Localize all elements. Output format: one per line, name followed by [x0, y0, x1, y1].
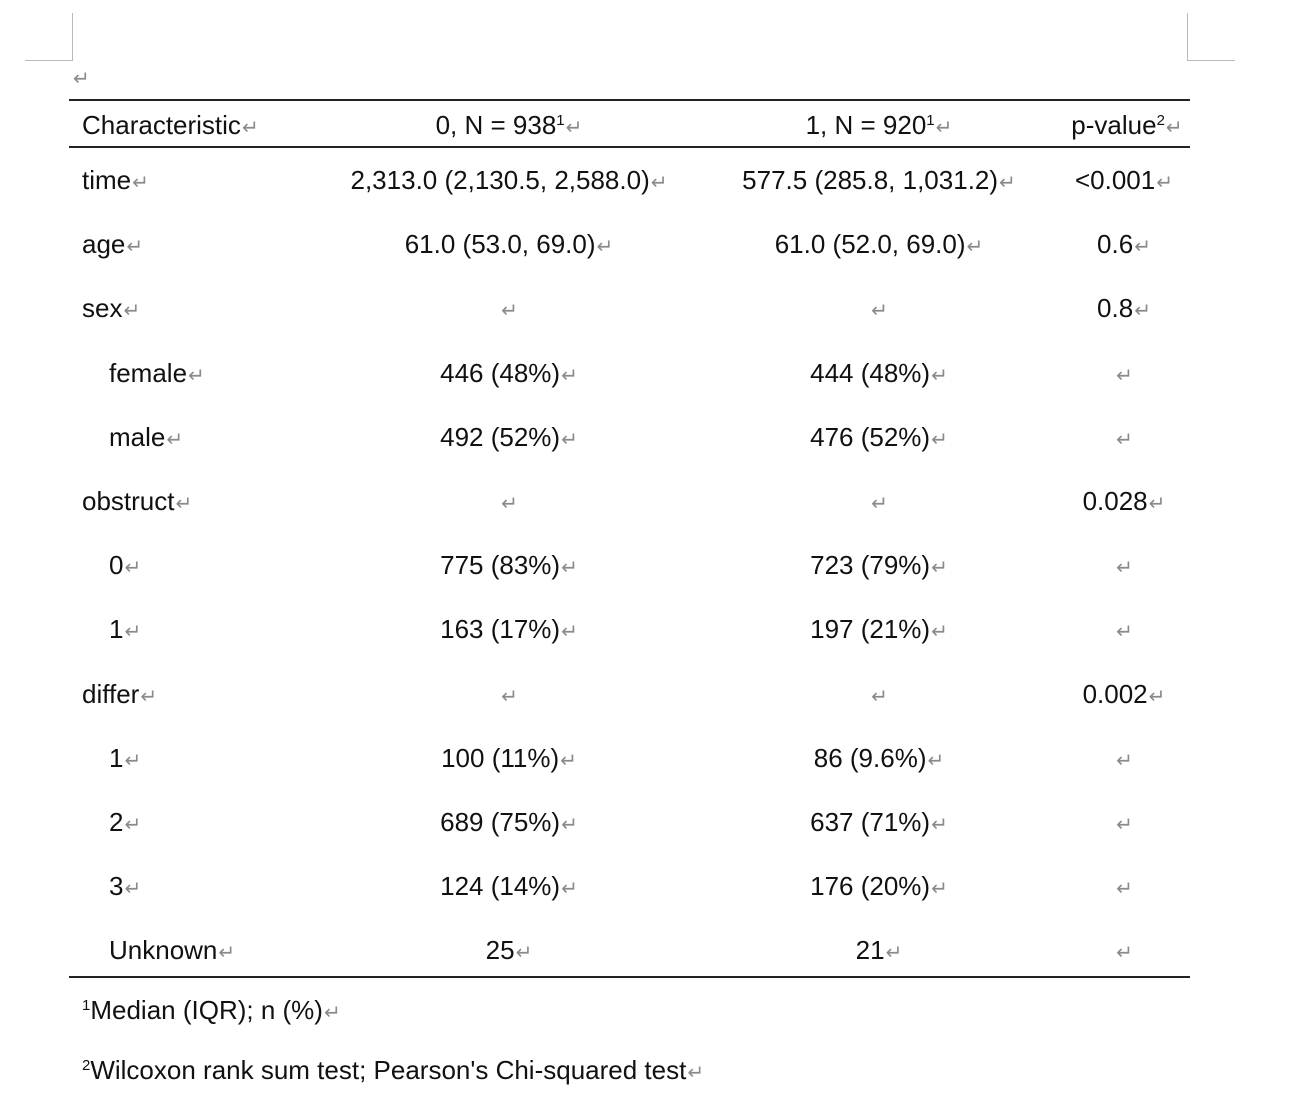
row-label: [82, 292, 140, 327]
paragraph-mark-icon: ↵: [501, 493, 518, 515]
row-label: [82, 485, 192, 520]
paragraph-mark-icon: ↵: [871, 493, 888, 515]
paragraph-mark-icon: ↵: [140, 686, 158, 708]
paragraph-mark-icon: ↵: [1148, 493, 1166, 515]
paragraph-mark-icon: ↵: [931, 365, 948, 387]
paragraph-mark-icon: ↵: [175, 493, 193, 515]
cell-text: Unknown: [109, 935, 218, 965]
paragraph-mark-icon: ↵: [931, 557, 948, 579]
row-p-value: [1004, 678, 1244, 713]
cell-text: 86 (9.6%): [813, 743, 927, 773]
header-group-1: 1, N = 920$^1$↵: [805, 110, 953, 140]
paragraph-mark-icon: ↵: [1116, 750, 1133, 772]
paragraph-mark-icon: ↵: [1116, 878, 1133, 900]
cell-text: 21: [855, 935, 885, 965]
paragraph-mark-icon: ↵: [871, 686, 888, 708]
paragraph-mark-icon: ↵: [560, 750, 577, 772]
table-top-rule: [69, 99, 1190, 101]
paragraph-mark-icon: ↵: [126, 236, 144, 258]
row-label: [109, 934, 235, 969]
paragraph-mark-icon: ↵: [218, 942, 236, 964]
paragraph-mark-icon: ↵: [966, 236, 984, 258]
cell-text: 1: [109, 614, 124, 644]
row-label: [109, 549, 141, 584]
paragraph-mark-icon: ↵: [501, 686, 518, 708]
row-p-value: [1004, 357, 1244, 392]
paragraph-mark-icon: ↵: [1116, 814, 1133, 836]
cell-text: 2,313.0 (2,130.5, 2,588.0): [350, 165, 650, 195]
footnote-1: $^1$Median (IQR); n (%)↵: [82, 995, 341, 1025]
crop-mark-top-right-horizontal: [1187, 60, 1235, 61]
cell-text: 0.8: [1097, 293, 1134, 323]
paragraph-mark-icon: ↵: [931, 814, 948, 836]
row-label: [109, 742, 141, 777]
cell-text: 0: [109, 550, 124, 580]
paragraph-mark-icon: ↵: [124, 814, 142, 836]
paragraph-mark-icon: ↵: [999, 172, 1016, 194]
cell-text: 3: [109, 871, 124, 901]
paragraph-mark-icon: ↵: [1116, 365, 1133, 387]
cell-text: 637 (71%): [810, 807, 931, 837]
cell-text: 444 (48%): [810, 358, 931, 388]
paragraph-mark-icon: ↵: [1156, 172, 1173, 194]
cell-text: 61.0 (52.0, 69.0): [774, 229, 966, 259]
cell-text: 723 (79%): [810, 550, 931, 580]
cell-text: 446 (48%): [440, 358, 561, 388]
paragraph-mark-icon: ↵: [123, 300, 141, 322]
paragraph-mark-icon: ↵: [515, 942, 533, 964]
cell-text: 0.002: [1082, 679, 1148, 709]
row-label: [82, 678, 157, 713]
row-label: [82, 228, 143, 263]
paragraph-mark-icon: ↵: [166, 429, 184, 451]
paragraph-mark-icon: ↵: [561, 365, 578, 387]
row-p-value: [1004, 742, 1244, 777]
paragraph-mark-icon: ↵: [1116, 429, 1133, 451]
paragraph-mark-icon: ↵: [124, 750, 142, 772]
paragraph-mark-icon: ↵: [931, 878, 948, 900]
cell-text: 61.0 (53.0, 69.0): [404, 229, 596, 259]
cell-text: age: [82, 229, 126, 259]
paragraph-mark-icon: ↵: [871, 300, 888, 322]
paragraph-mark-icon: ↵: [931, 621, 948, 643]
cell-text: <0.001: [1074, 165, 1156, 195]
row-p-value: [1004, 228, 1244, 263]
table-bottom-rule: [69, 976, 1190, 978]
paragraph-mark-icon: ↵: [596, 236, 614, 258]
cell-text: sex: [82, 293, 123, 323]
cell-text: 25: [485, 935, 515, 965]
paragraph-mark-icon: ↵: [561, 557, 578, 579]
paragraph-mark-icon: ↵: [1134, 300, 1151, 322]
row-label: [82, 164, 149, 199]
paragraph-mark-icon: ↵: [1116, 942, 1133, 964]
header-group-0: 0, N = 938$^1$↵: [435, 110, 583, 140]
cell-text: 775 (83%): [440, 550, 561, 580]
footnote-2: $^2$Wilcoxon rank sum test; Pearson's Chi-squared test↵: [82, 1055, 705, 1085]
paragraph-mark-icon: ↵: [1148, 686, 1166, 708]
cell-text: 492 (52%): [440, 422, 561, 452]
row-label: [109, 870, 141, 905]
paragraph-mark-icon: ↵: [188, 365, 205, 387]
row-p-value: [1004, 613, 1244, 648]
row-p-value: [1004, 292, 1244, 327]
paragraph-mark-icon: ↵: [124, 621, 142, 643]
paragraph-mark-icon: ↵: [124, 878, 142, 900]
paragraph-mark-icon: ↵: [1134, 236, 1151, 258]
cell-text: 1: [109, 743, 124, 773]
cell-text: 100 (11%): [441, 743, 560, 773]
paragraph-mark-icon: ↵: [501, 300, 518, 322]
row-label: [109, 421, 183, 456]
cell-text: 124 (14%): [440, 871, 561, 901]
paragraph-mark-icon: ↵: [561, 621, 578, 643]
cell-text: 0.6: [1097, 229, 1134, 259]
row-p-value: [1004, 934, 1244, 969]
cell-text: 476 (52%): [810, 422, 931, 452]
row-p-value: [1004, 806, 1244, 841]
header-characteristic: Characteristic↵: [82, 110, 259, 140]
row-p-value: [1004, 485, 1244, 520]
paragraph-mark-icon: ↵: [885, 942, 903, 964]
paragraph-mark-icon: ↵: [561, 878, 578, 900]
cell-text: 577.5 (285.8, 1,031.2): [742, 165, 999, 195]
header-p-value: p-value$^2$↵: [1071, 110, 1183, 140]
crop-mark-top-right-vertical: [1187, 13, 1188, 60]
paragraph-mark-icon: ↵: [561, 429, 578, 451]
cell-text: obstruct: [82, 486, 175, 516]
cell-text: 2: [109, 807, 124, 837]
row-p-value: [1004, 870, 1244, 905]
crop-mark-top-left-vertical: [72, 13, 73, 60]
paragraph-mark-icon: ↵: [124, 557, 142, 579]
crop-mark-top-left-horizontal: [25, 60, 73, 61]
paragraph-mark-icon: ↵: [1116, 621, 1133, 643]
row-label: [109, 357, 205, 392]
paragraph-mark-icon: ↵: [561, 814, 578, 836]
paragraph-mark-icon: ↵: [650, 172, 668, 194]
paragraph-mark-icon: ↵: [132, 172, 149, 194]
cell-text: 176 (20%): [810, 871, 931, 901]
cell-text: female: [109, 358, 188, 388]
cell-text: male: [109, 422, 166, 452]
paragraph-mark-icon: ↵: [1116, 557, 1133, 579]
row-label: [109, 806, 141, 841]
cell-text: 197 (21%): [810, 614, 931, 644]
paragraph-mark-icon: ↵: [927, 750, 945, 772]
cell-text: differ: [82, 679, 140, 709]
paragraph-mark-icon: ↵: [931, 429, 948, 451]
row-p-value: [1004, 421, 1244, 456]
row-label: [109, 613, 141, 648]
cell-text: time: [82, 165, 132, 195]
row-p-value: [1004, 549, 1244, 584]
paragraph-mark-icon: ↵: [73, 68, 90, 90]
cell-text: 0.028: [1082, 486, 1148, 516]
cell-text: 163 (17%): [440, 614, 561, 644]
cell-text: 689 (75%): [440, 807, 561, 837]
table-header-rule: [69, 146, 1190, 148]
row-p-value: [1004, 164, 1244, 199]
